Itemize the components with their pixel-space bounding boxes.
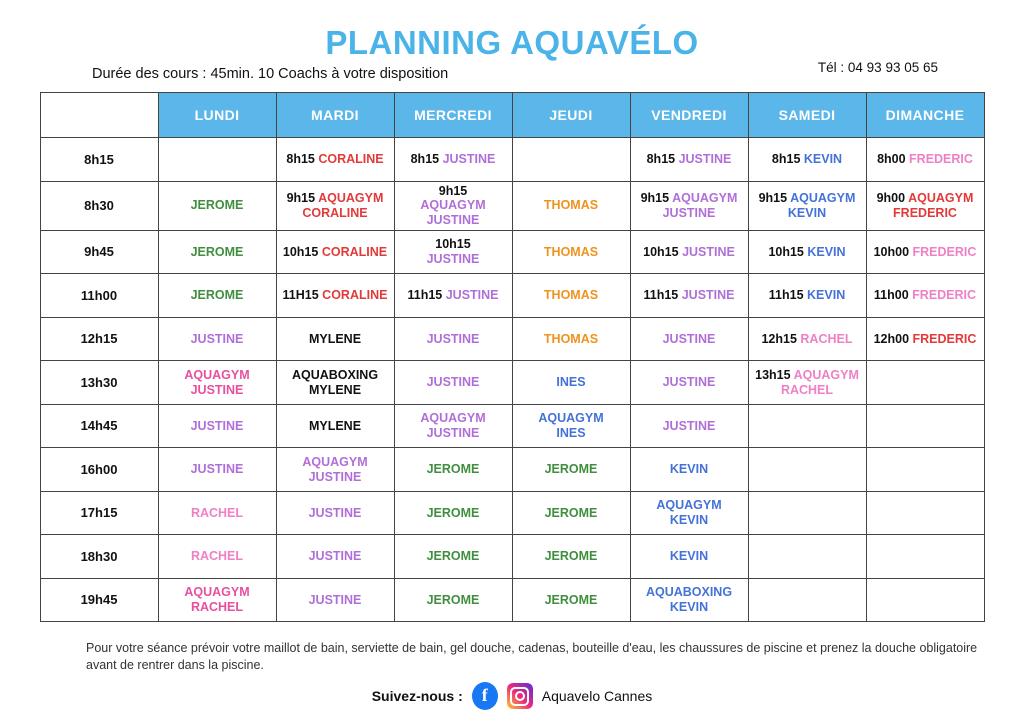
cell-text: JUSTINE: [308, 469, 362, 484]
cell-text: JUSTINE: [662, 418, 716, 433]
schedule-cell: [394, 491, 512, 535]
column-header-jeudi: JEUDI: [512, 93, 630, 138]
cell-text: JEROME: [426, 462, 480, 477]
schedule-cell: [276, 448, 394, 492]
cell-text: KEVIN: [669, 600, 709, 614]
page-header: [0, 0, 1024, 92]
cell-text: KEVIN: [669, 462, 709, 477]
schedule-cell: [276, 317, 394, 361]
row-time-label: 16h00: [40, 448, 158, 492]
cell-text: AQUAGYM: [184, 585, 250, 600]
cell-text: JUSTINE: [662, 375, 716, 390]
schedule-cell: [630, 448, 748, 492]
phone-number: Tél : 04 93 93 05 65: [817, 60, 938, 75]
schedule-cell: [630, 491, 748, 535]
column-header-samedi: SAMEDI: [748, 93, 866, 138]
column-header-lundi: LUNDI: [158, 93, 276, 138]
schedule-cell: [748, 274, 866, 318]
schedule-cell: [866, 274, 984, 318]
cell-text: CORALINE: [302, 205, 368, 220]
schedule-cell: [158, 491, 276, 535]
row-time-label: 12h15: [40, 317, 158, 361]
cell-text: 11h15: [407, 288, 446, 303]
schedule-cell: [158, 361, 276, 405]
schedule-cell: [866, 535, 984, 579]
schedule-cell: [866, 181, 984, 230]
table-row: [40, 404, 984, 448]
row-time-label: 11h00: [40, 274, 158, 318]
cell-text: 8h15: [286, 151, 319, 166]
schedule-cell: [276, 361, 394, 405]
row-time-label: 13h30: [40, 361, 158, 405]
schedule-cell: [630, 181, 748, 230]
follow-us-label: Suivez-nous :: [371, 688, 463, 704]
schedule-cell: [276, 230, 394, 274]
social-account-name: Aquavelo Cannes: [541, 688, 653, 704]
cell-text: MYLENE: [308, 418, 362, 433]
schedule-cell: [866, 404, 984, 448]
cell-text: FREDERIC: [909, 151, 973, 166]
schedule-cell: [630, 274, 748, 318]
schedule-cell: [158, 274, 276, 318]
cell-text: 11h15: [768, 288, 808, 303]
schedule-cell: [158, 404, 276, 448]
table-row: [40, 138, 984, 182]
table-row: [40, 448, 984, 492]
schedule-cell: [630, 404, 748, 448]
cell-text: 9h15: [758, 190, 791, 205]
cell-text: AQUABOXING: [645, 585, 733, 600]
cell-text: AQUAGYM: [420, 411, 486, 426]
table-row: [40, 491, 984, 535]
schedule-cell: [158, 181, 276, 230]
row-time-label: 18h30: [40, 535, 158, 579]
row-time-label: 8h30: [40, 181, 158, 230]
cell-text: INES: [556, 375, 586, 390]
cell-text: CORALINE: [321, 244, 388, 259]
table-header-row: [40, 93, 984, 138]
cell-text: JEROME: [190, 198, 244, 213]
column-header-vendredi: VENDREDI: [630, 93, 748, 138]
cell-text: JUSTINE: [426, 213, 480, 227]
schedule-cell: [748, 491, 866, 535]
cell-text: JUSTINE: [308, 505, 362, 520]
table-corner-cell: [40, 93, 158, 138]
cell-text: JUSTINE: [190, 382, 244, 397]
schedule-cell: [512, 361, 630, 405]
schedule-cell: [276, 181, 394, 230]
cell-text: JEROME: [190, 288, 244, 303]
schedule-cell: [630, 578, 748, 622]
schedule-cell: [512, 535, 630, 579]
cell-text: JUSTINE: [681, 288, 735, 303]
cell-text: 10h15: [282, 244, 322, 259]
cell-text: 9h15: [640, 190, 673, 205]
cell-text: FREDERIC: [893, 205, 957, 220]
cell-text: AQUAGYM: [420, 198, 486, 213]
table-row: [40, 230, 984, 274]
table-head: [40, 93, 984, 138]
schedule-cell: [394, 230, 512, 274]
cell-text: 8h15: [410, 151, 443, 166]
cell-text: FREDERIC: [912, 331, 977, 346]
cell-text: 11h15: [643, 288, 682, 303]
cell-text: 10h00: [873, 244, 913, 259]
cell-text: KEVIN: [807, 288, 846, 303]
schedule-cell: [512, 230, 630, 274]
cell-text: THOMAS: [543, 198, 599, 213]
cell-text: 13h15: [755, 367, 794, 382]
schedule-cell: [866, 230, 984, 274]
schedule-cell: [630, 361, 748, 405]
cell-text: FREDERIC: [912, 288, 977, 303]
schedule-cell: [394, 448, 512, 492]
cell-text: KEVIN: [807, 244, 846, 259]
schedule-cell: [394, 361, 512, 405]
schedule-cell: [158, 317, 276, 361]
cell-text: JUSTINE: [426, 331, 480, 346]
column-header-dimanche: DIMANCHE: [866, 93, 984, 138]
schedule-cell: [748, 181, 866, 230]
schedule-cell: [748, 535, 866, 579]
cell-text: MYLENE: [308, 331, 362, 346]
cell-text: JEROME: [190, 244, 244, 259]
schedule-cell: [276, 535, 394, 579]
schedule-cell: [866, 361, 984, 405]
cell-text: JUSTINE: [308, 549, 362, 564]
schedule-cell: [512, 404, 630, 448]
cell-text: RACHEL: [190, 549, 244, 564]
row-time-label: 19h45: [40, 578, 158, 622]
table-row: [40, 361, 984, 405]
cell-text: AQUAGYM: [793, 367, 859, 382]
cell-text: THOMAS: [543, 331, 599, 346]
schedule-cell: [276, 274, 394, 318]
cell-text: 12h15: [761, 331, 801, 346]
schedule-cell: [748, 404, 866, 448]
cell-text: AQUAGYM: [656, 498, 722, 513]
cell-text: AQUABOXING: [291, 367, 379, 382]
schedule-cell: [276, 578, 394, 622]
cell-text: JUSTINE: [678, 151, 732, 166]
schedule-cell: [748, 230, 866, 274]
cell-text: RACHEL: [780, 382, 834, 397]
cell-text: THOMAS: [543, 288, 599, 303]
cell-text: JUSTINE: [426, 252, 480, 266]
cell-text: CORALINE: [322, 288, 388, 303]
facebook-icon[interactable]: f: [472, 682, 498, 710]
instagram-icon[interactable]: [507, 683, 533, 709]
cell-text: AQUAGYM: [302, 454, 368, 469]
cell-text: JUSTINE: [190, 462, 244, 477]
schedule-cell: [866, 448, 984, 492]
cell-text: JUSTINE: [308, 592, 362, 607]
planning-table: [40, 92, 985, 622]
schedule-cell: [512, 138, 630, 182]
cell-text: JEROME: [544, 462, 598, 477]
cell-text: 11H15: [282, 288, 323, 303]
cell-text: AQUAGYM: [184, 367, 250, 382]
cell-text: JUSTINE: [442, 151, 496, 166]
cell-text: AQUAGYM: [908, 190, 974, 205]
cell-text: RACHEL: [190, 505, 244, 520]
cell-text: JEROME: [544, 592, 598, 607]
schedule-cell: [866, 138, 984, 182]
schedule-cell: [748, 138, 866, 182]
cell-text: RACHEL: [190, 600, 244, 614]
schedule-cell: [394, 404, 512, 448]
cell-text: RACHEL: [800, 331, 853, 346]
schedule-cell: [394, 181, 512, 230]
table-row: [40, 181, 984, 230]
schedule-cell: [394, 578, 512, 622]
schedule-cell: [394, 535, 512, 579]
schedule-cell: [512, 181, 630, 230]
cell-text: JUSTINE: [190, 418, 244, 433]
cell-text: 8h15: [771, 151, 804, 166]
cell-text: 10h15: [643, 244, 683, 259]
cell-text: 12h00: [873, 331, 913, 346]
cell-text: JEROME: [426, 592, 480, 607]
cell-text: KEVIN: [803, 151, 843, 166]
schedule-cell: [512, 274, 630, 318]
cell-text: FREDERIC: [912, 244, 977, 259]
cell-text: MYLENE: [308, 382, 362, 397]
cell-text: THOMAS: [543, 244, 599, 259]
schedule-cell: [866, 317, 984, 361]
cell-text: 10h15: [435, 237, 471, 252]
schedule-cell: [394, 138, 512, 182]
schedule-cell: [394, 317, 512, 361]
schedule-cell: [512, 448, 630, 492]
schedule-cell: [630, 317, 748, 361]
schedule-cell: [394, 274, 512, 318]
cell-text: CORALINE: [318, 151, 384, 166]
cell-text: 9h15: [286, 190, 319, 205]
schedule-cell: [276, 138, 394, 182]
schedule-cell: [158, 578, 276, 622]
cell-text: JEROME: [426, 549, 480, 564]
schedule-cell: [512, 578, 630, 622]
row-time-label: 8h15: [40, 138, 158, 182]
schedule-cell: [630, 138, 748, 182]
cell-text: AQUAGYM: [538, 411, 604, 426]
cell-text: JUSTINE: [662, 205, 716, 220]
schedule-cell: [866, 578, 984, 622]
cell-text: AQUAGYM: [318, 190, 384, 205]
cell-text: JUSTINE: [445, 288, 499, 303]
schedule-cell: [158, 230, 276, 274]
cell-text: 9h15: [438, 183, 468, 198]
cell-text: 9h00: [876, 190, 909, 205]
course-duration-note: Durée des cours : 45min. 10 Coachs à votre disposition: [92, 66, 449, 82]
follow-us-bar: [0, 682, 1024, 710]
schedule-cell: [866, 491, 984, 535]
cell-text: JUSTINE: [426, 426, 480, 440]
column-header-mardi: MARDI: [276, 93, 394, 138]
schedule-cell: [158, 535, 276, 579]
schedule-cell: [748, 578, 866, 622]
table-row: [40, 578, 984, 622]
cell-text: 10h15: [768, 244, 808, 259]
cell-text: 8h00: [877, 151, 910, 166]
cell-text: JEROME: [544, 549, 598, 564]
table-row: [40, 274, 984, 318]
cell-text: INES: [556, 426, 586, 440]
cell-text: AQUAGYM: [672, 190, 738, 205]
cell-text: KEVIN: [669, 513, 709, 527]
table-row: [40, 535, 984, 579]
cell-text: KEVIN: [787, 205, 827, 220]
schedule-cell: [512, 491, 630, 535]
schedule-cell: [630, 535, 748, 579]
page-title: PLANNING AQUAVÉLO: [325, 24, 699, 61]
cell-text: KEVIN: [669, 549, 709, 564]
cell-text: JUSTINE: [662, 331, 716, 346]
table-body: [40, 138, 984, 622]
schedule-cell: [276, 404, 394, 448]
schedule-cell: [748, 361, 866, 405]
schedule-cell: [158, 448, 276, 492]
cell-text: JUSTINE: [190, 331, 244, 346]
cell-text: JEROME: [544, 505, 598, 520]
cell-text: 8h15: [646, 151, 679, 166]
footer-note: Pour votre séance prévoir votre maillot de bain, serviette de bain, gel douche, cadenas, bouteille d'eau, les chaussures de piscine et prenez la douche obligatoire avant de rentrer dans la piscine.: [86, 641, 978, 672]
column-header-mercredi: MERCREDI: [394, 93, 512, 138]
row-time-label: 14h45: [40, 404, 158, 448]
row-time-label: 9h45: [40, 230, 158, 274]
row-time-label: 17h15: [40, 491, 158, 535]
cell-text: JUSTINE: [682, 244, 735, 259]
schedule-cell: [158, 138, 276, 182]
schedule-cell: [512, 317, 630, 361]
schedule-cell: [748, 448, 866, 492]
cell-text: 11h00: [873, 288, 913, 303]
cell-text: JUSTINE: [426, 375, 480, 390]
schedule-cell: [748, 317, 866, 361]
cell-text: JEROME: [426, 505, 480, 520]
schedule-cell: [630, 230, 748, 274]
table-row: [40, 317, 984, 361]
cell-text: AQUAGYM: [790, 190, 856, 205]
schedule-cell: [276, 491, 394, 535]
